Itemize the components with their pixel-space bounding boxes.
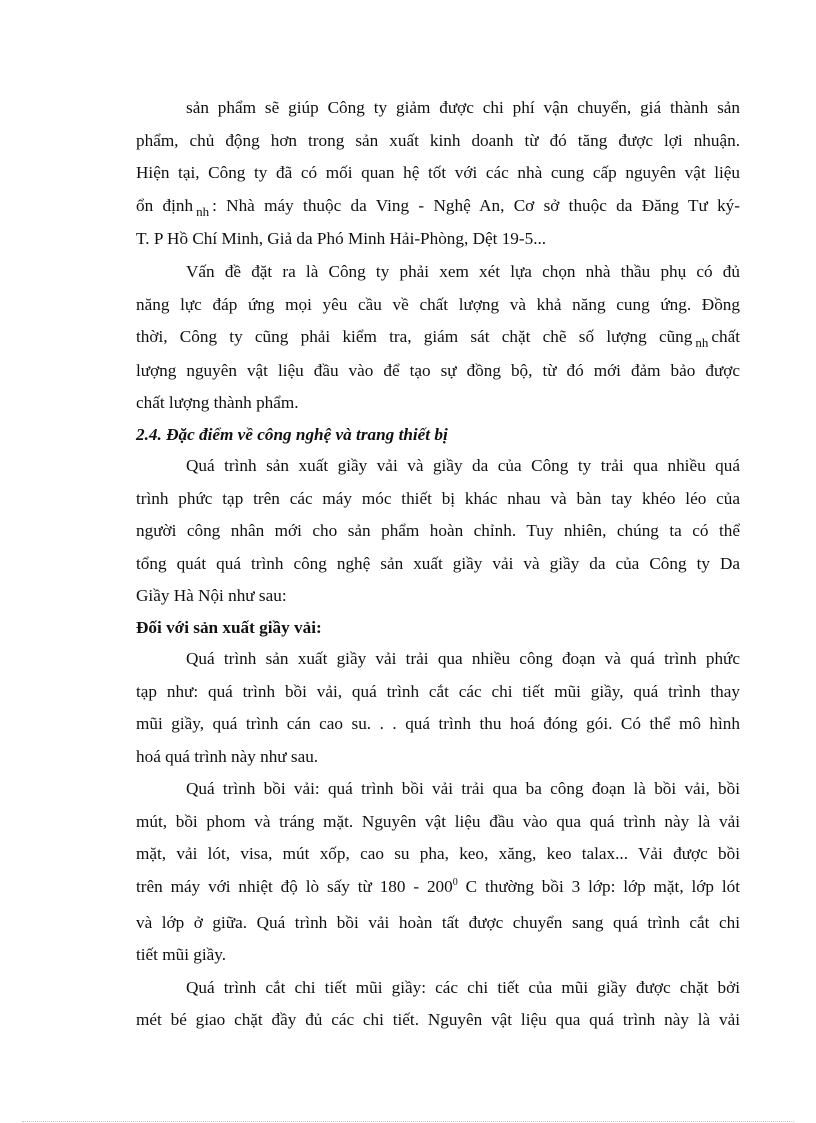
text-line: Quá trình sản xuất giầy vải trải qua nhiều công đoạn và quá trình phức: [186, 648, 740, 668]
superscript-fragment: 0: [452, 877, 458, 889]
text-line: mặt, vải lót, visa, mút xốp, cao su pha, keo, xăng, keo talax... Vải được bồi: [136, 844, 740, 864]
paragraph-supplier-benefits: [136, 92, 740, 256]
text-fragment: C thường bồi 3 lớp: lớp mặt, lớp lót: [457, 877, 740, 897]
text-line: người công nhân mới cho sản phẩm hoàn chỉnh. Tuy nhiên, chúng ta có thể: [136, 521, 740, 541]
text-fragment: thời, Công ty cũng phải kiểm tra, giám sát chặt chẽ số lượng cũng: [136, 327, 693, 347]
subscript-fragment: nh: [695, 335, 709, 351]
text-line: hoá quá trình này như sau.: [136, 746, 319, 766]
text-line: sản phẩm sẽ giúp Công ty giảm được chi phí vận chuyển, giá thành sản: [186, 98, 740, 117]
text-line: lượng nguyên vật liệu đầu vào để tạo sự đồng bộ, từ đó mới đảm bảo được: [136, 360, 740, 380]
text-line: mét bé giao chặt đầy đủ các chi tiết. Nguyên vật liệu qua quá trình này là vải: [136, 1010, 740, 1030]
paragraph-subcontractor-issue: [136, 256, 740, 420]
text-line: và lớp ở giữa. Quá trình bồi vải hoàn tất được chuyển sang quá trình cắt chi: [136, 912, 740, 932]
text-line: T. P Hồ Chí Minh, Giả da Phó Minh Hải-Phòng, Dệt 19-5...: [136, 229, 547, 249]
text-line: tạp như: quá trình bồi vải, quá trình cắt các chi tiết mũi giầy, quá trình thay: [136, 681, 740, 701]
text-line: trình phức tạp trên các máy móc thiết bị khác nhau và bàn tay khéo léo của: [136, 488, 740, 508]
subsection-heading: Đối với sản xuất giầy vải:: [136, 617, 322, 637]
text-line: năng lực đáp ứng mọi yêu cầu về chất lượng và khả năng cung ứng. Đồng: [136, 294, 740, 314]
section-heading: 2.4. Đặc điểm về công nghệ và trang thiết bị: [136, 424, 448, 444]
text-line: phẩm, chủ động hơn trong sản xuất kinh doanh từ đó tăng được lợi nhuận.: [136, 130, 740, 150]
text-fragment: : Nhà máy thuộc da Ving - Nghệ An, Cơ sở thuộc da Đăng Tư ký-: [212, 195, 740, 215]
page-bottom-rule: [22, 1121, 794, 1122]
text-line: [136, 321, 740, 355]
text-line: tiết mũi giầy.: [136, 945, 227, 965]
text-line: [136, 871, 740, 907]
text-line: Quá trình sản xuất giầy vải và giầy da của Công ty trải qua nhiều quá: [186, 455, 740, 475]
text-line: mũi giầy, quá trình cán cao su. . . quá trình thu hoá đóng gói. Có thể mô hình: [136, 714, 740, 734]
text-fragment: trên máy với nhiệt độ lò sấy từ 180 - 200: [136, 877, 453, 897]
text-line: Quá trình cắt chi tiết mũi giầy: các chi tiết của mũi giầy được chặt bởi: [186, 977, 740, 997]
text-fragment: chất: [711, 327, 740, 347]
text-line: tổng quát quá trình công nghệ sản xuất giầy vải và giầy da của Công ty Da: [136, 553, 740, 573]
text-line: mút, bồi phom và tráng mặt. Nguyên vật liệu đầu vào qua quá trình này là vải: [136, 811, 740, 831]
text-fragment: ổn định: [136, 195, 194, 215]
text-line: [136, 190, 740, 224]
paragraph-production-overview: [136, 450, 740, 613]
paragraph-canvas-shoe-process: [136, 643, 740, 773]
paragraph-lining-process: [136, 773, 740, 972]
subscript-fragment: nh: [196, 203, 210, 219]
text-line: Vấn đề đặt ra là Công ty phải xem xét lựa chọn nhà thầu phụ có đủ: [186, 261, 740, 281]
paragraph-cutting-process: [136, 972, 740, 1037]
text-line: Hiện tại, Công ty đã có mối quan hệ tốt với các nhà cung cấp nguyên vật liệu: [136, 163, 740, 183]
text-line: Quá trình bồi vải: quá trình bồi vải trải qua ba công đoạn là bồi vải, bồi: [186, 779, 740, 799]
text-line: chất lượng thành phẩm.: [136, 393, 299, 413]
text-line: Giầy Hà Nội như sau:: [136, 586, 287, 606]
document-body: [136, 92, 740, 1037]
